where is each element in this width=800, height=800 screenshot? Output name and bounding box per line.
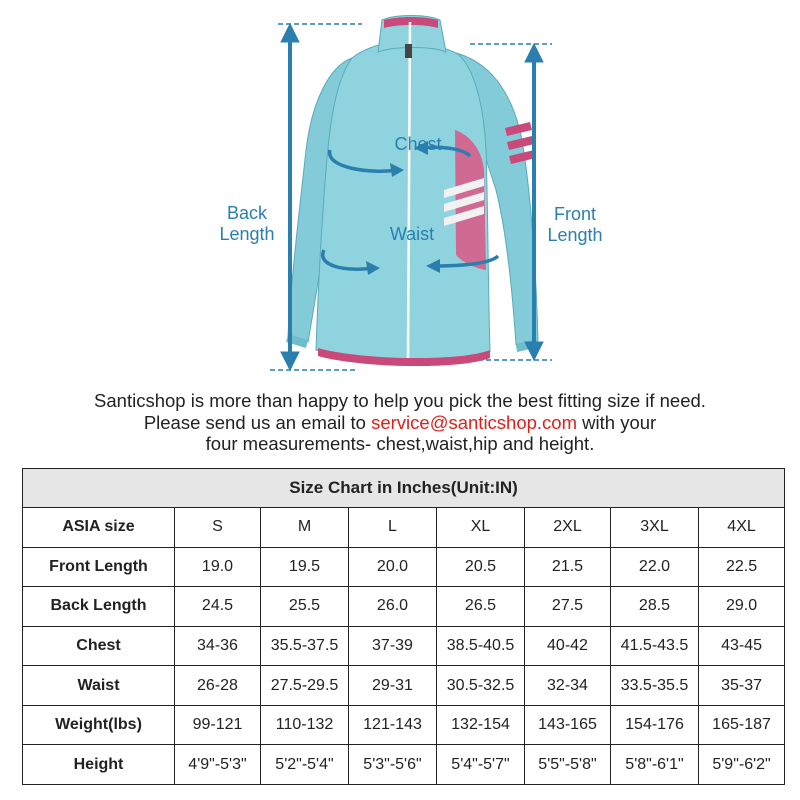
size-cell: S bbox=[175, 508, 261, 548]
value-cell: 19.5 bbox=[261, 547, 349, 587]
value-cell: 43-45 bbox=[699, 626, 785, 666]
table-row bbox=[23, 705, 785, 745]
value-cell: 110-132 bbox=[261, 705, 349, 745]
value-cell: 37-39 bbox=[349, 626, 437, 666]
size-cell: 2XL bbox=[525, 508, 611, 548]
intro-line1: Santicshop is more than happy to help you pick the best fitting size if need. bbox=[94, 390, 706, 411]
value-cell: 34-36 bbox=[175, 626, 261, 666]
back-length-label-line2: Length bbox=[219, 224, 275, 244]
email-link[interactable]: service@santicshop.com bbox=[371, 411, 578, 433]
value-cell: 35.5-37.5 bbox=[261, 626, 349, 666]
row-label-cell: Height bbox=[23, 745, 175, 785]
value-cell: 19.0 bbox=[175, 547, 261, 587]
value-cell: 32-34 bbox=[525, 666, 611, 706]
jersey-figure bbox=[0, 0, 800, 385]
value-cell: 5'5"-5'8" bbox=[525, 745, 611, 785]
value-cell: 154-176 bbox=[611, 705, 699, 745]
table-row bbox=[23, 587, 785, 627]
value-cell: 27.5 bbox=[525, 587, 611, 627]
value-cell: 28.5 bbox=[611, 587, 699, 627]
row-label-cell: Waist bbox=[23, 666, 175, 706]
value-cell: 132-154 bbox=[437, 705, 525, 745]
size-chart-title: Size Chart in Inches(Unit:IN) bbox=[23, 469, 785, 508]
value-cell: 21.5 bbox=[525, 547, 611, 587]
value-cell: 165-187 bbox=[699, 705, 785, 745]
header-label-cell: ASIA size bbox=[23, 508, 175, 548]
value-cell: 5'2"-5'4" bbox=[261, 745, 349, 785]
value-cell: 5'8"-6'1" bbox=[611, 745, 699, 785]
size-chart-table bbox=[22, 468, 785, 785]
value-cell: 22.0 bbox=[611, 547, 699, 587]
value-cell: 40-42 bbox=[525, 626, 611, 666]
front-length-label-line1: Front bbox=[553, 204, 596, 224]
value-cell: 26.5 bbox=[437, 587, 525, 627]
back-length-label bbox=[208, 203, 286, 245]
size-cell: M bbox=[261, 508, 349, 548]
value-cell: 38.5-40.5 bbox=[437, 626, 525, 666]
size-cell: 4XL bbox=[699, 508, 785, 548]
intro-line2 bbox=[0, 412, 800, 434]
front-length-label-line2: Length bbox=[547, 225, 603, 245]
size-cell: 3XL bbox=[611, 508, 699, 548]
value-cell: 26.0 bbox=[349, 587, 437, 627]
value-cell: 27.5-29.5 bbox=[261, 666, 349, 706]
value-cell: 24.5 bbox=[175, 587, 261, 627]
value-cell: 29-31 bbox=[349, 666, 437, 706]
value-cell: 29.0 bbox=[699, 587, 785, 627]
jersey-shape bbox=[286, 16, 539, 367]
value-cell: 5'3"-5'6" bbox=[349, 745, 437, 785]
value-cell: 22.5 bbox=[699, 547, 785, 587]
table-row bbox=[23, 745, 785, 785]
table-row bbox=[23, 626, 785, 666]
front-length-label bbox=[536, 204, 614, 246]
value-cell: 121-143 bbox=[349, 705, 437, 745]
row-label-cell: Chest bbox=[23, 626, 175, 666]
value-cell: 20.5 bbox=[437, 547, 525, 587]
value-cell: 26-28 bbox=[175, 666, 261, 706]
row-label-cell: Front Length bbox=[23, 547, 175, 587]
value-cell: 33.5-35.5 bbox=[611, 666, 699, 706]
back-length-label-line1: Back bbox=[226, 203, 268, 223]
value-cell: 41.5-43.5 bbox=[611, 626, 699, 666]
value-cell: 35-37 bbox=[699, 666, 785, 706]
value-cell: 143-165 bbox=[525, 705, 611, 745]
waist-label: Waist bbox=[389, 224, 435, 244]
intro-line2-after: with your bbox=[577, 411, 657, 433]
value-cell: 5'4"-5'7" bbox=[437, 745, 525, 785]
value-cell: 5'9"-6'2" bbox=[699, 745, 785, 785]
size-cell: L bbox=[349, 508, 437, 548]
intro-text bbox=[0, 390, 800, 455]
intro-line3: four measurements- chest,waist,hip and height. bbox=[205, 433, 595, 454]
jersey-illustration bbox=[0, 0, 800, 385]
row-label-cell: Weight(lbs) bbox=[23, 705, 175, 745]
value-cell: 20.0 bbox=[349, 547, 437, 587]
size-header-row bbox=[23, 508, 785, 548]
value-cell: 25.5 bbox=[261, 587, 349, 627]
row-label-cell: Back Length bbox=[23, 587, 175, 627]
value-cell: 4'9"-5'3" bbox=[175, 745, 261, 785]
table-row bbox=[23, 547, 785, 587]
size-cell: XL bbox=[437, 508, 525, 548]
table-row bbox=[23, 666, 785, 706]
value-cell: 30.5-32.5 bbox=[437, 666, 525, 706]
chest-label: Chest bbox=[394, 134, 442, 154]
intro-line2-before: Please send us an email to bbox=[143, 411, 372, 433]
value-cell: 99-121 bbox=[175, 705, 261, 745]
